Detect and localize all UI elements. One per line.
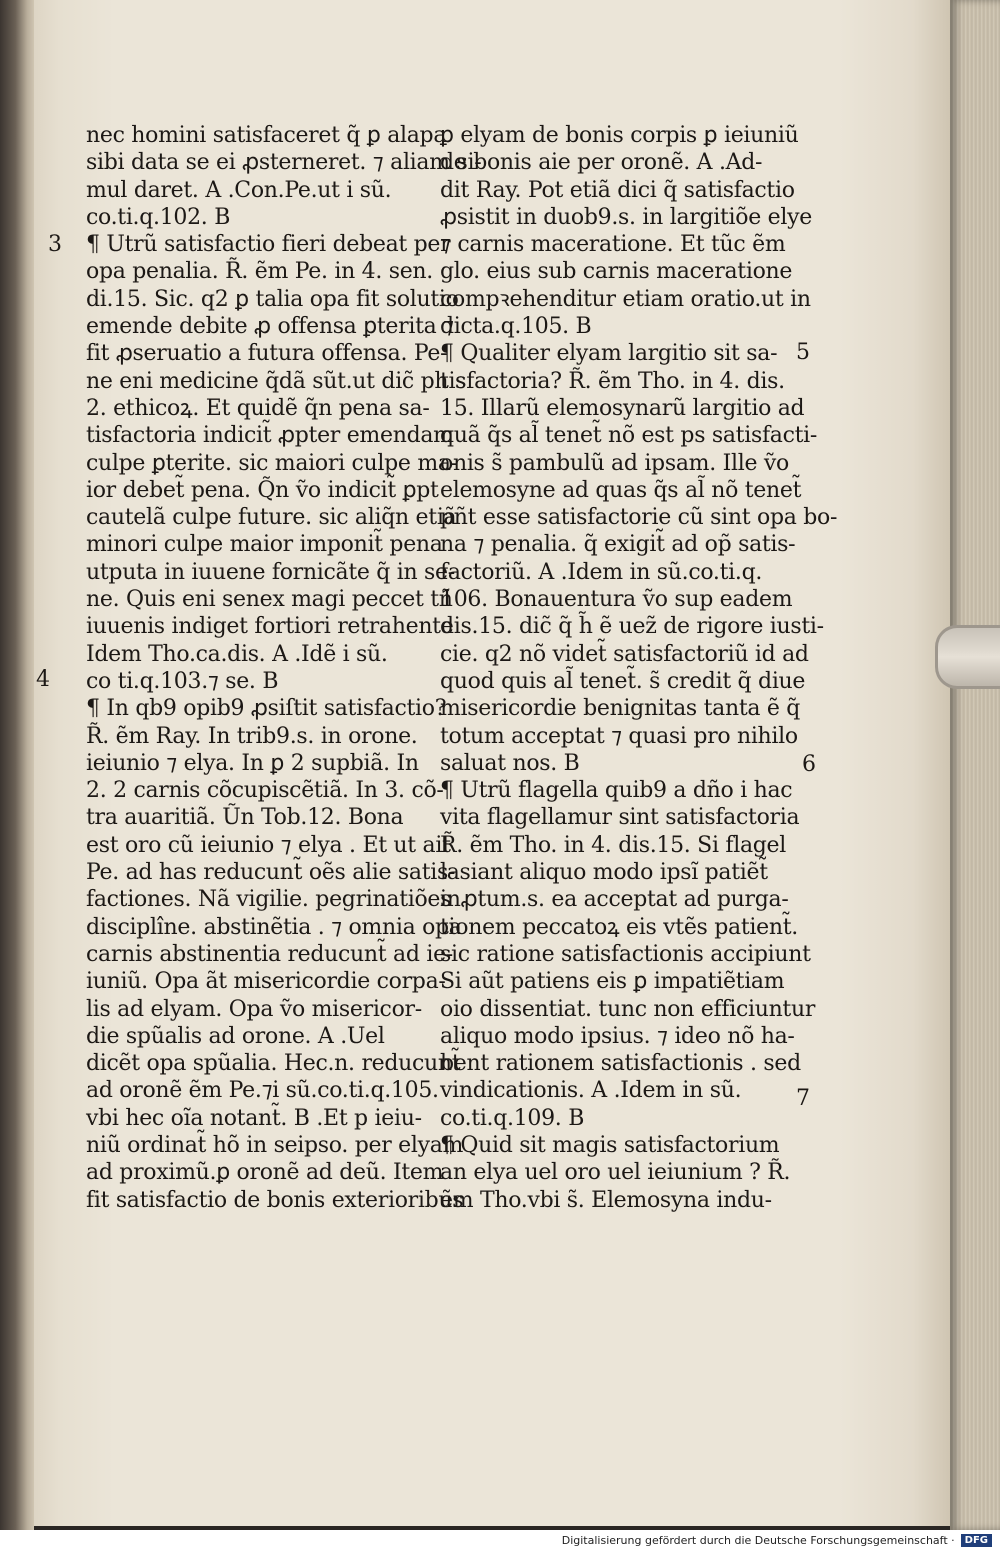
- left-column-line: sibi data se ei ꝓsterneret. ⁊ aliam si-: [86, 150, 482, 176]
- left-column-line: Pe. ad has reducunt̃ oẽs alie satis-: [86, 860, 456, 886]
- left-column-line: disciplîne. abstinẽtia . ⁊ omnia opa: [86, 914, 462, 940]
- right-column-line: vita flagellamur sint satisfactoria: [440, 805, 800, 831]
- left-column-line: tra auaritiã. Ũn Tob.12. Bona: [86, 805, 404, 831]
- right-column-line: an elya uel oro uel ieiunium ? R̃.: [440, 1160, 791, 1186]
- right-column-line: R̃. ẽm Tho. in 4. dis.15. Si flagel: [440, 832, 787, 858]
- right-column-line: cie. q2 nõ videt̃ satisfactoriũ id ad: [440, 641, 809, 667]
- right-column-line: onis s̃ pambulũ ad ipsam. Ille ṽo: [440, 450, 789, 476]
- left-column-line: niũ ordinat̃ hõ in seipso. per elyam: [86, 1132, 464, 1158]
- left-column-line: opa penalia. R̃. ẽm Pe. in 4. sen.: [86, 259, 433, 285]
- facing-page-edge: [0, 0, 34, 1530]
- text-column-left: [86, 122, 482, 1214]
- left-column-line: cautelã culpe future. sic aliq̃n etiã: [86, 505, 457, 531]
- left-column-line: est oro cũ ieiunio ⁊ elya . Et ut ait: [86, 832, 451, 858]
- right-column-line: oio dissentiat. tunc non efficiuntur: [440, 996, 816, 1022]
- margin-number-3: 3: [48, 232, 62, 257]
- left-column-line: 2. 2 carnis cõcupiscẽtiã. In 3. cõ-: [86, 778, 444, 804]
- right-column-line: quã q̃s al̃ tenet̃ nõ est ps satisfacti-: [440, 423, 818, 449]
- left-column-line: emende debite ꝓ offensa ꝑterita ⁊: [86, 314, 454, 340]
- right-column-line: tionem peccatoꝝ eis vtẽs patient̃.: [440, 914, 798, 940]
- right-column-line: bent rationem satisfactionis . sed: [440, 1051, 801, 1077]
- left-column-line: ¶ In qb9 opib9 ꝓsiſtit satisfactio?: [86, 696, 447, 722]
- left-column-line: die spũalis ad orone. A .Uel: [86, 1023, 385, 1049]
- left-column-line: ne eni medicine q̃dã sũt.ut dic̃ ph s: [86, 368, 466, 394]
- left-column-line: fit satisfactio de bonis exterioribus: [86, 1187, 464, 1213]
- left-column-line: di.15. Sic. q2 ꝑ talia opa fit solutio: [86, 286, 459, 312]
- right-column-line: elemosyne ad quas q̃s al̃ nõ tenet̃: [440, 477, 802, 503]
- margin-number-7: 7: [796, 1086, 810, 1111]
- right-column-line: pñt esse satisfactorie cũ sint opa bo-: [440, 505, 838, 531]
- right-column-line: na ⁊ penalia. q̃ exigit̃ ad op̃ satis-: [440, 532, 796, 558]
- left-column-line: co.ti.q.102. B: [86, 204, 231, 230]
- left-column-line: culpe ꝑterite. sic maiori culpe ma-: [86, 450, 458, 476]
- right-column-line: 15. Illarũ elemosynarũ largitio ad: [440, 395, 805, 421]
- right-column-line: ꝑ elyam de bonis corpis ꝑ ieiuniũ: [440, 123, 799, 148]
- right-column-line: misericordie benignitas tanta ẽ q̃: [440, 696, 801, 722]
- right-column-line: dis.15. dic̃ q̃ h̃ ẽ uez̃ de rigore iusti-: [440, 614, 824, 640]
- left-column-line: nec homini satisfaceret q̃ ꝑ alapa: [86, 123, 447, 148]
- left-column-line: R̃. ẽm Ray. In trib9.s. in orone.: [86, 723, 418, 749]
- right-column-line: ¶ Utrũ flagella quib9 a dño i hac: [440, 778, 793, 804]
- margin-number-6: 6: [802, 752, 816, 777]
- right-column-line: ẽm Tho.vbi s̃. Elemosyna indu-: [440, 1187, 772, 1213]
- right-column-line: de bonis aie per oronẽ. A .Ad-: [440, 150, 763, 176]
- left-column-line: tisfactoria indicit̃ ꝓpter emendam: [86, 423, 454, 449]
- left-column-line: 2. ethicoꝝ. Et quidẽ q̃n pena sa-: [86, 395, 430, 421]
- margin-number-5: 5: [796, 340, 810, 365]
- funding-notice: Digitalisierung gefördert durch die Deutsche Forschungsgemeinschaft ·: [561, 1533, 955, 1547]
- left-column-line: iuniũ. Opa ãt misericordie corpa-: [86, 969, 446, 995]
- right-column-line: 106. Bonauentura ṽo sup eadem: [440, 587, 793, 613]
- left-column-line: mul daret. A .Con.Pe.ut i sũ.: [86, 177, 392, 203]
- left-column-line: ieiunio ⁊ elya. In ꝑ 2 supbiã. In: [86, 750, 419, 776]
- left-column-line: ad oronẽ ẽm Pe.⁊i sũ.co.ti.q.105.: [86, 1078, 439, 1104]
- left-column-line: vbi hec oĩa notant̃. B .Et p ieiu-: [86, 1105, 422, 1131]
- right-column-line: glo. eius sub carnis maceratione: [440, 259, 793, 285]
- left-column-line: dicẽt opa spũalia. Hec.n. reducunt̃: [86, 1051, 461, 1077]
- margin-number-4: 4: [36, 667, 50, 692]
- left-column-line: factiones. Nã vigilie. pegrinatiões: [86, 887, 452, 913]
- right-column-line: saluat nos. B: [440, 750, 580, 776]
- left-column-line: minori culpe maior imponit̃ pena: [86, 532, 443, 558]
- left-column-line: carnis abstinentia reducunt̃ ad ie-: [86, 941, 453, 967]
- left-column-line: utputa in iuuene fornicãte q̃ in se-: [86, 559, 455, 585]
- right-column-line: ꝓsistit in duob9.s. in largitiõe elye: [440, 204, 812, 230]
- right-column-line: Si aũt patiens eis ꝑ impatiẽtiam: [440, 969, 785, 995]
- right-column-line: aliquo modo ipsius. ⁊ ideo nõ ha-: [440, 1023, 795, 1049]
- dfg-logo: DFG: [961, 1534, 992, 1547]
- left-column-line: ne. Quis eni senex magi peccet tñ: [86, 587, 453, 613]
- right-column-line: factoriũ. A .Idem in sũ.co.ti.q.: [440, 559, 763, 585]
- right-column-line: quod quis al̃ tenet̃. s̃ credit q̃ diue: [440, 668, 806, 694]
- right-column-line: totum acceptat ⁊ quasi pro nihilo: [440, 723, 798, 749]
- right-column-line: vindicationis. A .Idem in sũ.: [440, 1078, 742, 1104]
- right-column-line: dicta.q.105. B: [440, 314, 592, 340]
- right-column-line: inꝓtum.s. ea acceptat ad purga-: [440, 887, 789, 913]
- left-column-line: ior debet̃ pena. Q̃n ṽo indicit̃ ꝑpt: [86, 477, 439, 503]
- left-column-line: iuuenis indiget fortiori retrahente: [86, 614, 454, 640]
- right-column-line: sic ratione satisfactionis accipiunt: [440, 941, 811, 967]
- text-column-right: [440, 122, 838, 1214]
- right-column-line: ¶ Qualiter elyam largitio sit sa-: [440, 341, 778, 367]
- right-column-line: compꝛehenditur etiam oratio.ut in: [440, 286, 811, 312]
- right-column-line: co.ti.q.109. B: [440, 1105, 585, 1131]
- right-column-line: dit Ray. Pot etiã dici q̃ satisfactio: [440, 177, 795, 203]
- left-column-line: lis ad elyam. Opa ṽo misericor-: [86, 996, 422, 1022]
- left-column-line: ¶ Utrũ satisfactio fieri debeat per: [86, 232, 451, 258]
- footer-bar: [0, 1530, 1000, 1550]
- left-column-line: co ti.q.103.⁊ se. B: [86, 668, 279, 694]
- right-column-line: ¶ Quid sit magis satisfactorium: [440, 1132, 780, 1158]
- book-clip: [935, 625, 1000, 689]
- right-column-line: lasiant aliquo modo ipsĩ patiẽt̃: [440, 860, 768, 886]
- page-stack-edge: [950, 0, 1000, 1530]
- left-column-line: fit ꝓseruatio a futura offensa. Pe-: [86, 341, 448, 367]
- right-column-line: tisfactoria? R̃. ẽm Tho. in 4. dis.: [440, 368, 785, 394]
- left-column-line: ad proximũ.ꝑ oronẽ ad deũ. Item: [86, 1160, 444, 1186]
- left-column-line: Idem Tho.ca.dis. A .Idẽ i sũ.: [86, 641, 388, 667]
- right-column-line: ⁊ carnis maceratione. Et tũc ẽm: [440, 232, 786, 258]
